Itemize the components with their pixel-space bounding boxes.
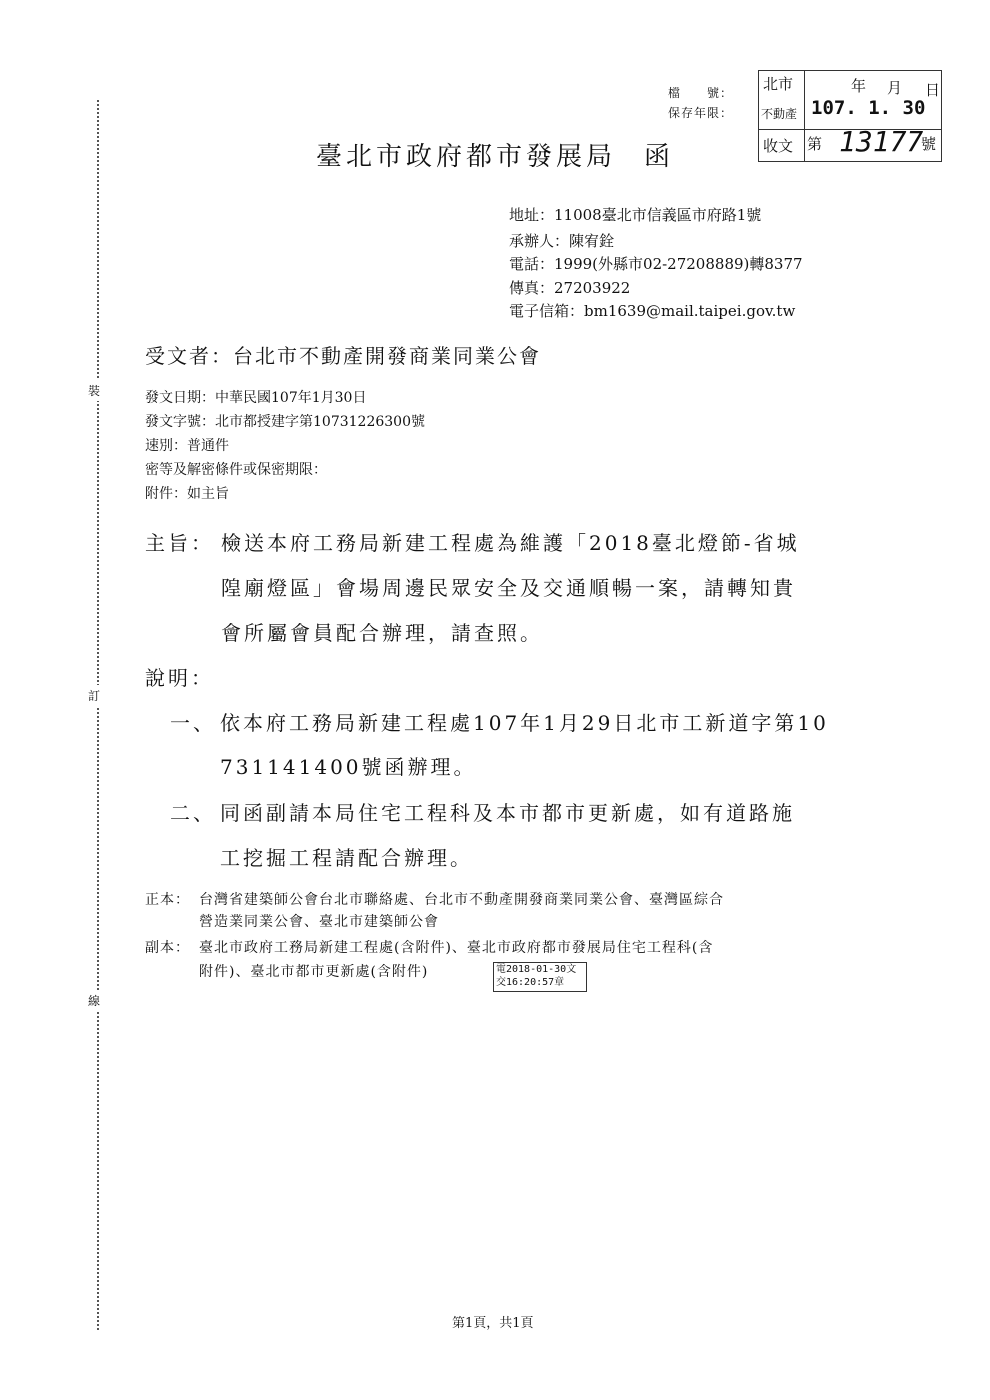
stamp-number: 13177 — [839, 125, 924, 158]
stamp-no-prefix: 第 — [807, 135, 823, 153]
recipient: 受文者：台北市不動產開發商業同業公會 — [145, 344, 541, 368]
explanation-item-1-num: 一、 — [170, 711, 216, 735]
stamp-receive: 收文 — [763, 137, 794, 155]
doc-type: 函 — [644, 142, 675, 172]
subject-line-1: 檢送本府工務局新建工程處為維護「2018臺北燈節-省城 — [221, 531, 800, 555]
explanation-item-2-line-1: 同函副請本局住宅工程科及本市都市更新處，如有道路施 — [220, 801, 795, 825]
stamp-year-label: 年 — [851, 77, 867, 95]
contact-handler: 承辦人：陳宥銓 — [509, 232, 615, 250]
explanation-item-1-line-1: 依本府工務局新建工程處107年1月29日北市工新道字第10 — [220, 711, 829, 735]
cc-line-1: 臺北市政府工務局新建工程處(含附件)、臺北市政府都市發展局住宅工程科(含 — [199, 940, 714, 956]
doc-number: 發文字號：北市都授建字第10731226300號 — [145, 414, 425, 430]
contact-email: 電子信箱：bm1639@mail.taipei.gov.tw — [509, 302, 796, 320]
retention-label: 保存年限： — [668, 106, 734, 120]
binding-mark-top: 裝 — [88, 380, 100, 401]
subject-line-2: 隍廟燈區」會場周邊民眾安全及交通順暢一案，請轉知貴 — [221, 576, 796, 600]
contact-phone: 電話：1999(外縣市02-27208889)轉8377 — [509, 255, 803, 273]
original-copy-line-2: 營造業同業公會、臺北市建築師公會 — [199, 914, 439, 930]
page-number: 第1頁，共1頁 — [452, 1316, 534, 1331]
binding-line — [97, 100, 99, 1330]
stamp-month-label: 月 — [887, 79, 903, 97]
subject-line-3: 會所屬會員配合辦理，請查照。 — [221, 621, 543, 645]
e-stamp-line-2: 交16:20:57章 — [496, 977, 565, 988]
explanation-item-1-line-2: 731141400號函辦理。 — [220, 755, 477, 779]
subject-label: 主旨： — [145, 531, 214, 555]
stamp-day-label: 日 — [925, 81, 941, 99]
attachment: 附件：如主旨 — [145, 486, 229, 502]
explanation-item-2-num: 二、 — [170, 801, 216, 825]
stamp-date: 107. 1. 30 — [811, 97, 926, 119]
agency-name: 臺北市政府都市發展局 — [316, 142, 617, 172]
contact-fax: 傳真：27203922 — [509, 279, 631, 297]
original-copy-label: 正本： — [145, 892, 190, 908]
cc-line-2: 附件)、臺北市都市更新處(含附件) — [199, 964, 429, 980]
receipt-stamp — [758, 70, 942, 162]
cc-label: 副本： — [145, 940, 190, 956]
stamp-org: 北市 — [763, 75, 794, 93]
explanation-label: 說明： — [145, 666, 214, 690]
e-exchange-stamp — [493, 962, 587, 992]
explanation-item-2-line-2: 工挖掘工程請配合辦理。 — [220, 846, 473, 870]
contact-address: 地址：11008臺北市信義區市府路1號 — [509, 206, 762, 224]
binding-mark-middle: 訂 — [88, 685, 100, 706]
secrecy: 密等及解密條件或保密期限： — [145, 462, 327, 478]
page-title — [316, 136, 674, 173]
e-stamp-line-1: 電2018-01-30文 — [496, 964, 577, 975]
speed-class: 速別：普通件 — [145, 438, 229, 454]
issue-date: 發文日期：中華民國107年1月30日 — [145, 390, 367, 406]
stamp-no-suffix: 號 — [921, 135, 937, 153]
stamp-org2: 不動產 — [761, 107, 798, 121]
binding-mark-bottom: 線 — [88, 990, 100, 1011]
file-number-label: 檔 號： — [668, 86, 734, 100]
original-copy-line-1: 台灣省建築師公會台北市聯絡處、台北市不動產開發商業同業公會、臺灣區綜合 — [199, 892, 724, 908]
